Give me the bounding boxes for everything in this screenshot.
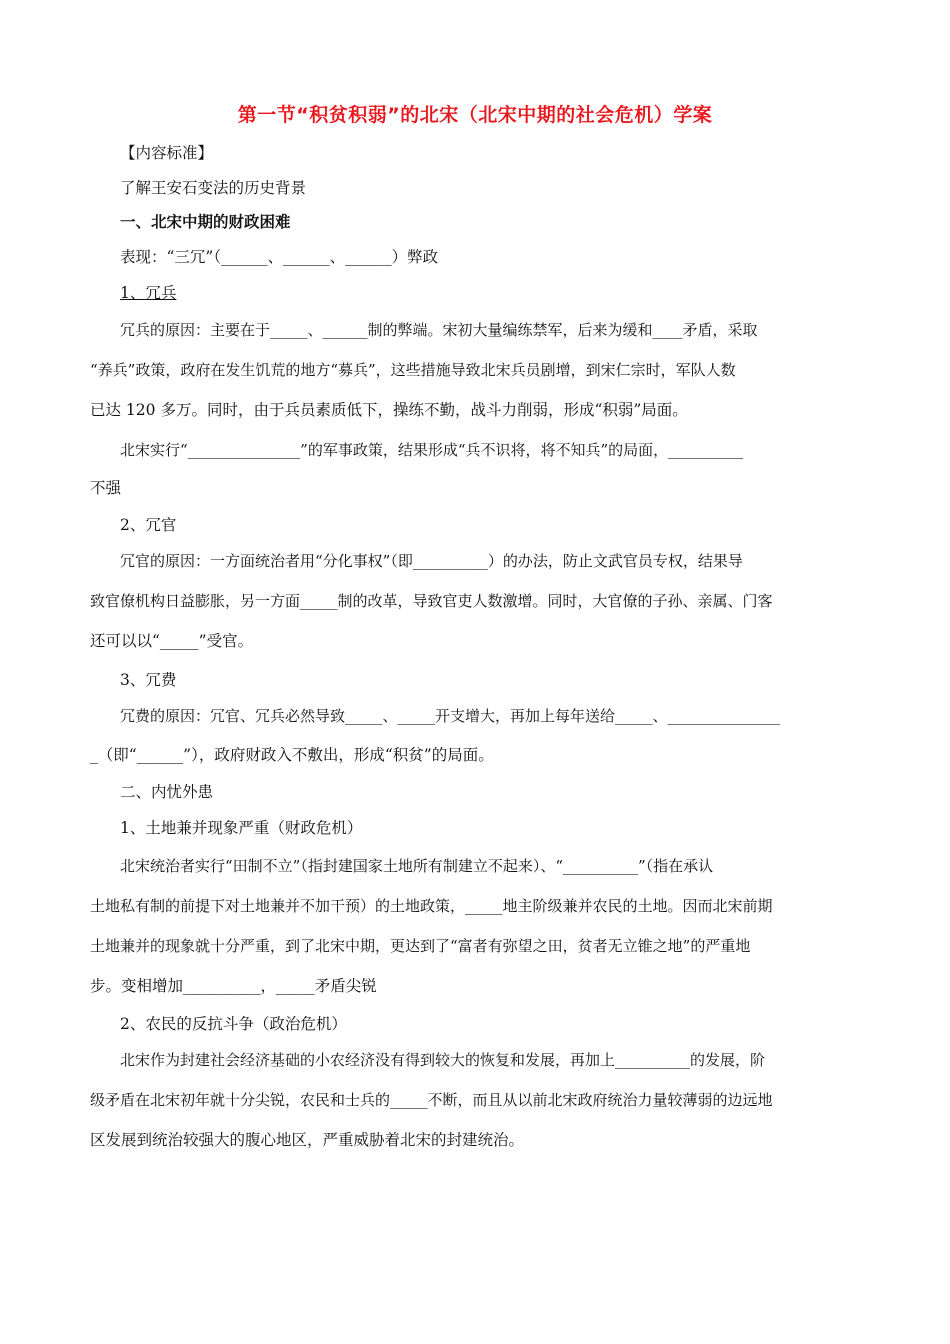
paragraph-line: 冗官的原因：一方面统治者用“分化事权”（即__________）的办法，防止文武官员专权，结果导 [120, 552, 743, 570]
subheading-redundant-expenses: 3、冗费 [120, 671, 177, 689]
paragraph-line: 土地私有制的前提下对土地兼并不加干预）的土地政策，_____地主阶级兼并农民的土地。因而北宋前期 [90, 897, 773, 915]
subheading-land-annexation: 1、土地兼并现象严重（财政危机） [120, 819, 363, 837]
paragraph-line: 冗费的原因：冗官、冗兵必然导致_____、_____开支增大，再加上每年送给_____、_______________ [120, 707, 781, 725]
page-title: 第一节“积贫积弱”的北宋（北宋中期的社会危机）学案 [237, 104, 713, 126]
paragraph-line: 已达 120 多万。同时，由于兵员素质低下，操练不勤，战斗力削弱，形成“积弱”局面。 [90, 401, 688, 419]
section-heading-2: 二、内忧外患 [120, 783, 214, 801]
paragraph-line: 冗兵的原因：主要在于_____、______制的弊端。宋初大量编练禁军，后来为缓和____矛盾，采取 [120, 321, 758, 339]
manifestation-line: 表现：“三冗”（______、______、______）弊政 [120, 248, 439, 266]
paragraph-line: 还可以以“_____”受官。 [90, 632, 254, 650]
section-heading-1: 一、北宋中期的财政困难 [120, 213, 291, 231]
paragraph-line: 北宋作为封建社会经济基础的小农经济没有得到较大的恢复和发展，再加上__________的发展，阶 [120, 1051, 766, 1069]
paragraph-line: 区发展到统治较强大的腹心地区，严重威胁着北宋的封建统治。 [90, 1131, 525, 1149]
paragraph-line: 北宋统治者实行“田制不立”（指封建国家土地所有制建立不起来）、“__________”（指在承认 [120, 857, 714, 875]
subheading-peasant-revolts: 2、农民的反抗斗争（政治危机） [120, 1015, 347, 1033]
paragraph-line: 不强 [90, 479, 122, 497]
subheading-redundant-officials: 2、冗官 [120, 516, 177, 534]
paragraph-line: 步。变相增加__________，_____矛盾尖锐 [90, 977, 377, 995]
content-standard-header: 【内容标准】 [120, 144, 214, 162]
subheading-redundant-troops: 1、冗兵 [120, 284, 177, 302]
content-standard-text: 了解王安石变法的历史背景 [120, 179, 307, 197]
paragraph-line: _（即“______”），政府财政入不敷出，形成“积贫”的局面。 [90, 746, 494, 764]
paragraph-line: 土地兼并的现象就十分严重，到了北宋中期，更达到了“富者有弥望之田，贫者无立锥之地”的严重地 [90, 937, 751, 955]
paragraph-line: 北宋实行“_______________”的军事政策，结果形成“兵不识将，将不知兵”的局面，__________ [120, 441, 744, 459]
paragraph-line: 级矛盾在北宋初年就十分尖锐，农民和士兵的_____不断，而且从以前北宋政府统治力量较薄弱的边远地 [90, 1091, 773, 1109]
paragraph-line: 致官僚机构日益膨胀，另一方面_____制的改革，导致官吏人数激增。同时，大官僚的子孙、亲属、门客 [90, 592, 773, 610]
paragraph-line: “养兵”政策，政府在发生饥荒的地方“募兵”，这些措施导致北宋兵员剧增，到宋仁宗时，军队人数 [90, 361, 736, 379]
